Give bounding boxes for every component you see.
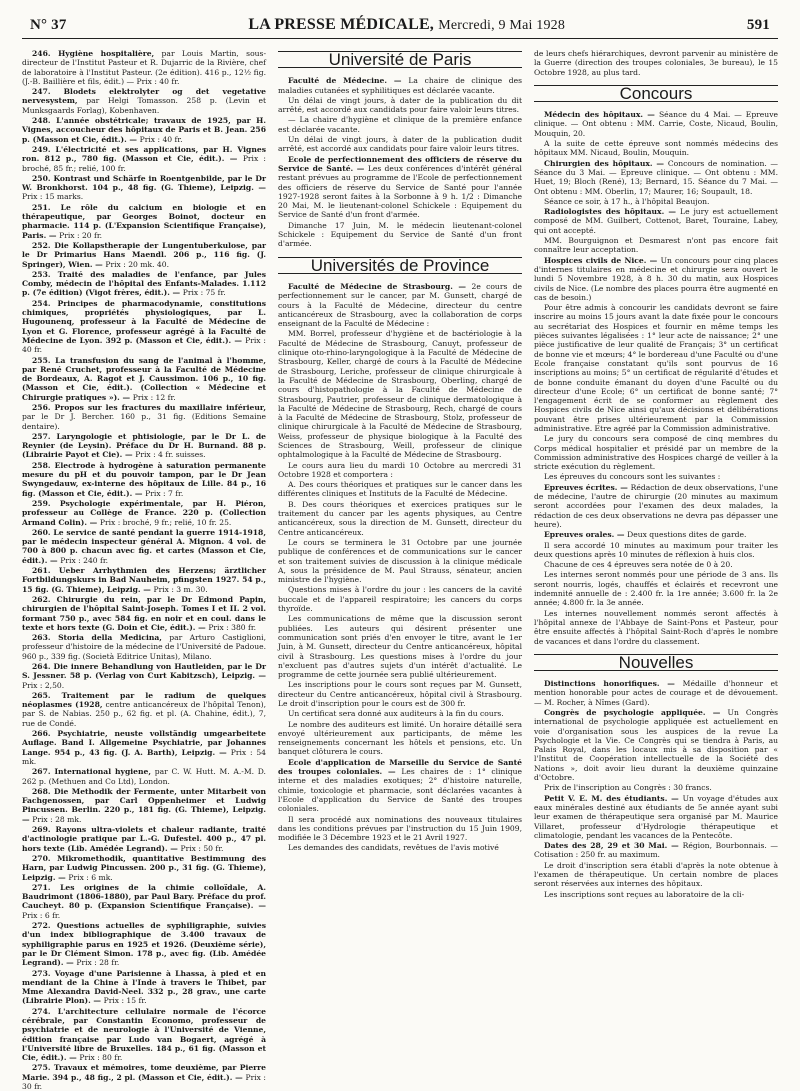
article-paragraph: Il sera procédé aux nominations des nouveaux titulaires dans les conditions prévues par l'instruction du 15 Juin 1909, modifiée le 3 Décembre 1923 et le 21 Avril 1927. <box>278 814 522 843</box>
bibliography-entry: 262. Chirurgie du rein, par le Dr Edmond Papin, chirurgien de l'hôpital Saint-Joseph. Tomes I et II. 2 vol. formant 750 p., avec 584 fig. en noir et en coul. dans le texte et hors texte (G. Doin et Cie, édit.). — Prix : 380 fr. <box>22 594 266 632</box>
article-paragraph: Séance ce soir, à 17 h., à l'hôpital Beaujon. <box>544 196 710 206</box>
article-paragraph: Il sera accordé 10 minutes au maximum pour traiter les deux questions après 10 minutes de réflexion à huis clos. <box>534 540 778 559</box>
article-paragraph: Un délai de vingt jours, à dater de la publication dudit arrêté, est accordé aux candidats pour faire valoir leurs titres. <box>278 135 522 154</box>
bibliography-entry: 250. Kontrast und Schärfe in Roentgenbilde, par le Dr W. Bronkhorst. 104 p., 48 fig. (G. Thieme), Leipzig. — Prix : 15 marks. <box>22 173 266 202</box>
article-paragraph: Ecole de perfectionnement des officiers de réserve du Service de Santé. — Les deux conférences d'intérêt général restant prévues au programme de l'Ecole de perfectionnement des officiers de réserve du Service de Santé pour l'année 1927-1928 seront faites à la Sorbonne à 9 h. 1/2 : Dimanche 20 Mai, M. le lieutenant-colonel Schickele : Equipement du Service de Santé d'un front d'armée. <box>278 154 522 220</box>
article-paragraph: Les communications de même que la discussion seront publiées. Les auteurs qui désirent présenter une communication sont priés d'en envoyer le titre, avant le 1er Juin, à M. Gunsett, directeur du Centre anticancéreux, hôpital civil à Strasbourg. Les questions mises à l'ordre du jour n'excluent pas d'autres sujets d'un intérêt d'actualité. Le programme de cette journée sera publié ultérieurement. <box>278 614 522 680</box>
article-paragraph: Ecole d'application de Marseille du Service de Santé des troupes coloniales. — Les chaires de : 1° clinique interne et des maladies exotiques; 2° d'histoire naturelle, chimie, toxicologie et pharmacie, sont déclarées vacantes à l'Ecole d'application du Service de Santé des troupes coloniales. <box>278 757 522 814</box>
bibliography-entry: 266. Psychiatrie, neuste vollständig umgearbeitete Auflage. Band I. Allgemeine Psychiatrie, par Johannes Lange. 954 p., 43 fig. (J. A. Barth), Leipzig. — Prix : 54 mk. <box>22 729 267 766</box>
issue-date: Mercredi, 9 Mai 1928 <box>438 18 566 33</box>
section-heading-paris: Université de Paris <box>278 51 522 68</box>
bibliography-entry: 270. Mikromethodik, quantitative Bestimmung des Harn, par Ludwig Pincussen. 200 p., 31 fig. (G. Thieme), Leipzig. — Prix : 6 mk. <box>22 853 266 882</box>
page-number: 591 <box>746 17 770 33</box>
article-paragraph: Distinctions honorifiques. — Médaille d'honneur et mention honorable pour actes de courage et de dévouement. — M. Rocher, à Nîmes (Gard). <box>534 679 778 707</box>
article-paragraph: Radiologistes des hôpitaux. — Le jury est actuellement composé de MM. Guilbert, Cottenot, Baret, Touraine, Labey, qui ont accepté. <box>534 207 779 235</box>
bibliography-entry: 259. Psychologie expérimentale, par H. Piéron, professeur au Collège de France. 220 p. (Collection Armand Colin). — Prix : broché, 9 fr.; relié, 10 fr. 25. <box>22 498 266 527</box>
article-paragraph: Chirurgien des hôpitaux. — Concours de nomination. — Séance du 3 Mai. — Epreuve clinique. — Ont obtenu : MM. Huet, 19; Bloch (René), 13; Bernard, 15. Séance du 7 Mai. — Ont obtenu : MM. Oberlin, 17; Maurer, 16; Soupault, 18. <box>534 158 778 196</box>
paris-articles <box>278 76 522 248</box>
concours-articles <box>534 110 778 646</box>
article-paragraph: Le nombre des auditeurs est limité. Un horaire détaillé sera envoyé ultérieurement aux participants, de même les renseignements concernant les hôtels et pensions, etc. Un banquet clôturera le cours. <box>278 719 522 757</box>
article-paragraph: MM. Borrel, professeur d'hygiène et de bactériologie à la Faculté de Médecine de Strasbourg, Canuyt, professeur de clinique oto-rhino-laryngologique à la Faculté de Médecine de Strasbourg, Keller, chargé de cours à la Faculté de Médecine de Strasbourg, Leriche, professeur de clinique chirurgicale à la Faculté de Médecine de Strasbourg, Oberling, chargé de cours d'histopathologie à la Faculté de Médecine de Strasbourg, Pautrier, professeur de clinique dermatologique à la Faculté de Médecine de Strasbourg, Rech, chargé de cours à la Faculté de Médecine de Strasbourg, Stolz, professeur de clinique chirurgicale à la Faculté de Médecine de Strasbourg, Weiss, professeur de physique biologique à la Faculté des Sciences de Strasbourg, Weill, professeur de clinique ophtalmologique à la Faculté de Médecine de Strasbourg. <box>278 329 522 460</box>
bibliography-entry: 268. Die Methodik der Fermente, unter Mitarbeit von Fachgenossen, par Carl Oppenheimer et Ludwig Pincussen. Berlin. 220 p., 181 fig. (G. Thieme), Leipzig. — Prix : 28 mk. <box>22 786 266 824</box>
article-paragraph: MM. Bourguignon et Desmarest n'ont pas encore fait connaître leur acceptation. <box>534 236 778 255</box>
article-paragraph: B. Des cours théoriques et exercices pratiques sur le traitement du cancer par les agents physiques, au Centre anticancéreux, sous la direction de M. Gunsett, directeur du Centre anticancéreux. <box>278 499 522 537</box>
article-paragraph: Le droit d'inscription sera établi d'après la note obtenue à l'examen de thérapeutique. Un certain nombre de places seront réservées aux internes des hôpitaux. <box>534 860 778 889</box>
article-paragraph: Epreuves écrites. — Rédaction de deux observations, l'une de médecine, l'autre de chirurgie (20 minutes au maximum seront accordées pour l'examen des deux malades, la rédaction de ces deux observations ne devra pas dépasser une heure). <box>534 482 779 529</box>
article-paragraph: Faculté de Médecine. — La chaire de clinique des maladies cutanées et syphilitiques est déclarée vacante. <box>278 76 522 95</box>
article-paragraph: Les inscriptions sont reçues au laboratoire de la cli- <box>544 889 745 899</box>
article-paragraph: Les internes nouvellement nommés seront affectés à l'hôpital annexe de l'Abbaye de Saint-Pons et Pasteur, pour être ensuite affectés à l'hôpital Saint-Roch d'après le nombre de vacances et dans l'ordre du classement. <box>534 608 778 646</box>
article-paragraph: Les inscriptions pour le cours sont reçues par M. Gunsett, directeur du Centre anticancéreux, hôpital civil à Strasbourg. Le droit d'inscription pour le cours est de 300 fr. <box>278 680 522 708</box>
bibliography-entry: 248. L'année obstétricale; travaux de 1925, par H. Vignes, accoucheur des hôpitaux de Paris et B. Jean. 256 p. (Masson et Cie, édit.). — Prix : 40 fr. <box>22 116 266 144</box>
article-paragraph: Les internes seront nommés pour une période de 3 ans. Ils seront nourris, logés, chauffés et éclairés et recevront une indemnité annuelle de : 2.400 fr. la 1re année; 3.600 fr. la 2e année; 4.800 fr. la 3e année. <box>534 570 778 608</box>
bibliography-entry: 265. Traitement par le radium de quelques néoplasmes (1928, centre anticancéreux de l'hôpital Tenon), par S. de Nabias. 250 p., 62 fig. et pl. (A. Chahine, édit.), 7, rue de Condé. <box>22 690 266 728</box>
bibliography-entry: 261. Ueber Arrhythmien des Herzens; ärztlicher Fortbildungskurs in Bad Nauheim, pfingsten 1927. 54 p., 15 fig. (G. Thieme), Leipzig. — Prix : 3 m. 30. <box>22 566 266 594</box>
article-paragraph: Faculté de Médecine de Strasbourg. — 2e cours de perfectionnement sur le cancer, par M. Gunsett, chargé de cours à la Faculté de Médecine, directeur du centre anticancéreux de Strasbourg, avec la collaboration de corps enseignant de la Faculté de Médecine : <box>278 281 522 329</box>
article-paragraph: Dimanche 17 Juin, M. le médecin lieutenant-colonel Schickele : Equipement du Service de Santé d'un front d'armée. <box>278 220 522 249</box>
masthead <box>248 16 565 34</box>
article-paragraph: Le jury du concours sera composé de cinq membres du Corps médical hospitalier et présidé par un membre de la Commission administrative des Hospices chargé de veiller à la stricte exécution du règlement. <box>534 434 778 472</box>
article-paragraph: Chacune de ces 4 épreuves sera notée de 0 à 20. <box>544 560 733 570</box>
article-paragraph: Petit V. E. M. des étudiants. — Un voyage d'études aux eaux minérales destiné aux étudiants de 5e année ayant subi leur examen de thérapeutique sera organisé par M. Maurice Villaret, professeur d'Hydrologie thérapeutique et climatologie, pendant les vacances de la Pentecôte. <box>534 793 778 840</box>
bibliography-entry: 267. International hygiene, par C. W. Hutt. M. A.-M. D. 262 p. (Methuen and Co Ltd), London. <box>22 767 266 786</box>
column-bibliography <box>22 49 267 1091</box>
article-paragraph: Le cours se terminera le 31 Octobre par une journée publique de conférences et de communications sur le cancer et son traitement suivies de discussion à la clinique médicale A, sous la présidence de M. Paul Strauss, sénateur, ancien ministre de l'hygiène. <box>278 537 522 585</box>
article-paragraph: Prix de l'inscription au Congrès : 30 francs. <box>544 783 712 793</box>
province-articles <box>278 282 522 853</box>
bibliography-entry: 274. L'architecture cellulaire normale de l'écorce cérébrale, par Constantin Economo, professeur de psychiatrie et de neurologie à l'Université de Vienne, édition française par Ludo van Bogaert, agrégé à l'Université libre de Bruxelles. 184 p., 61 fig. (Masson et Cie, édit.). — Prix : 80 fr. <box>22 1006 266 1063</box>
bibliography-entry: 258. Electrode à hydrogène à saturation permanente mesure du pH et du pouvoir tampon, par le Dr Jean Swyngedauw, ex-interne des hôpitaux de Lille. 84 p., 16 fig. (Masson et Cie, édit.). — Prix : 7 fr. <box>22 460 266 498</box>
columns <box>22 49 779 1091</box>
article-paragraph: Pour être admis à concourir les candidats devront se faire inscrire au moins 15 jours avant la date fixée pour le concours au secrétariat des Hospices et fournir en même temps les pièces suivantes légalisées : 1° leur acte de naissance; 2° une pièce justificative de leur qualité de Français; 3° un certificat de bonne vie et mœurs; 4° le bordereau d'une Faculté ou d'une Ecole française constatant qu'ils sont pourvus de 16 inscriptions au moins; 5° un certificat de régularité d'études et de bonne conduite émanant du doyen d'une Faculté ou du directeur d'une Ecole; 6° un certificat de bonne santé; 7° l'engagement écrit de se conformer au règlement des Hospices civils de Nice ainsi qu'aux décisions et délibérations pouvant être prises ultérieurement par la Commission administrative. Etre agréé par la Commission administrative. <box>534 303 778 433</box>
section-heading-nouvelles: Nouvelles <box>534 654 778 671</box>
section-heading-concours: Concours <box>534 85 778 102</box>
bibliography-entry: 253. Traité des maladies de l'enfance, par Jules Comby, médecin de l'hôpital des Enfants-Malades. 1.112 p. (7e édition) (Vigot frères, édit.). — Prix : 75 fr. <box>22 269 266 298</box>
article-paragraph: Les demandes des candidats, revêtues de l'avis motivé <box>288 843 499 853</box>
article-paragraph: Un certificat sera donné aux auditeurs à la fin du cours. <box>288 709 504 719</box>
article-paragraph: Questions mises à l'ordre du jour : les cancers de la cavité buccale et de l'appareil respiratoire; les cancers du corps thyroïde. <box>278 585 522 614</box>
bibliography-entry: 272. Questions actuelles de syphiligraphie, suivies d'un index bibliographique de 3.400 travaux de syphiligraphie parus en 1925 et 1926. (Deuxième série), par le Dr Clément Simon. 178 p., avec fig. (Lib. Amédée Legrand). — Prix : 28 fr. <box>22 921 266 968</box>
article-paragraph: Le cours aura lieu du mardi 10 Octobre au mercredi 31 Octobre 1928 et comportera : <box>278 460 522 479</box>
bibliography-entry: 271. Les origines de la chimie colloïdale, A. Baudrimont (1806-1880), par Paul Bary. Préface du prof. Caucheyt. 80 p. (Expansion Scientifique Française). — Prix : 6 fr. <box>22 882 266 920</box>
page-header <box>22 16 778 39</box>
bibliography-entry: 263. Storia della Medicina, par Arturo Castiglioni, professeur d'histoire de la médecine de l'Université de Padoue. 960 p., 339 fig. (Società Editrice Unitas), Milano. <box>22 633 267 661</box>
bibliography-entry: 260. Le service de santé pendant la guerre 1914-1918, par le médecin inspecteur général A. Mignon. 4 vol. de 700 à 800 p. chacun avec fig. et cartes (Masson et Cie, édit.). — Prix : 240 fr. <box>22 527 266 565</box>
bibliography-entry: 273. Voyage d'une Parisienne à Lhassa, à pied et en mendiant de la Chine à l'Inde à travers le Thibet, par Mme Alexandra David-Neel. 332 p., 28 grav., une carte (Librairie Plon). — Prix : 15 fr. <box>22 968 266 1006</box>
issue-number: N° 37 <box>30 17 67 33</box>
continued-paragraph: de leurs chefs hiérarchiques, devront parvenir au ministère de la Guerre (direction des troupes coloniales, 3e bureau), le 15 Octobre 1928, au plus tard. <box>534 49 778 77</box>
bibliography-entry: 257. Laryngologie et phtisiologie, par le Dr L. de Reynier (de Leysin). Préface du Dr H. Burnand. 88 p. (Librairie Payot et Cie). — Prix : 4 fr. suisses. <box>22 431 266 460</box>
article-paragraph: Les épreuves du concours sont les suivantes : <box>544 472 721 482</box>
bibliography-entry: 252. Die Kollapstherapie der Lungentuberkulose, par le Dr Primarius Hans Maendl. 206 p., 116 fig. (J. Springer), Wien. — Prix : 20 mk. 40. <box>22 240 266 269</box>
article-paragraph: — La chaire d'hygiène et clinique de la première enfance est déclarée vacante. <box>278 115 522 134</box>
section-heading-province: Universités de Province <box>278 257 522 274</box>
nouvelles-articles <box>534 679 778 899</box>
journal-title: LA PRESSE MÉDICALE, <box>248 16 435 33</box>
column-universities <box>278 49 522 1085</box>
bibliography-entry: 247. Blodets elektrolyter og det vegetative nervesystem, par Helgi Tomasson. 258 p. (Levin et Munksgaards Forlag), Kobenhaven. <box>22 87 266 115</box>
bibliography-entry: 246. Hygiène hospitalière, par Louis Martin, sous-directeur de l'Institut Pasteur et R. Dujarric de la Rivière, chef de laboratoire à l'Institut Pasteur. (2e édition). 416 p., 12½ fig. (J.-B. Baillière et fils, édit.) — Prix : 40 fr. <box>22 49 267 86</box>
column-concours-nouvelles <box>534 49 778 1085</box>
article-paragraph: Congrès de psychologie appliquée. — Un Congrès international de psychologie appliquée est actuellement en voie d'organisation sous les auspices de la revue La Psychologie et la Vie. Ce Congrès qui se tiendra à Paris, au Palais Royal, dans les locaux mis à sa disposition par « l'Institut de Coopération intellectuelle de la Société des Nations », doit avoir lieu durant la deuxième quinzaine d'Octobre. <box>534 708 778 783</box>
article-paragraph: A. Des cours théoriques et pratiques sur le cancer dans les différentes cliniques et Instituts de la Faculté de Médecine. <box>278 480 522 499</box>
bibliography-entry: 255. La transfusion du sang de l'animal à l'homme, par René Cruchet, professeur à la Faculté de Médecine de Bordeaux, A. Ragot et J. Caussimon. 106 p., 10 fig. (Masson et Cie, édit.). (Collection « Médecine et Chirurgie pratiques »). — Prix : 12 fr. <box>22 355 266 402</box>
article-paragraph: Médecin des hôpitaux. — Séance du 4 Mai. — Epreuve clinique. — Ont obtenu : MM. Carrie, Coste, Nicaud, Boulin, Mouquin, 20. <box>534 110 778 138</box>
article-paragraph: Dates des 28, 29 et 30 Mai. — Région, Bourbonnais. — Cotisation : 250 fr. au maximum. <box>534 841 779 860</box>
bibliography-entry: 269. Rayons ultra-violets et chaleur radiante, traité d'actinologie pratique par L.-G. Dufestel. 400 p., 47 pl. hors texte (Lib. Amédée Legrand). — Prix : 50 fr. <box>22 825 266 853</box>
bibliography-entry: 256. Propos sur les fractures du maxillaire inférieur, par le Dr J. Bercher. 160 p., 31 fig. (Editions Semaine dentaire). <box>22 402 266 431</box>
bibliography-entry: 264. Die innere Behandlung von Hautleiden, par le Dr S. Jessner. 58 p. (Verlag von Curt Kabitzsch), Leipzig. — Prix : 2,50. <box>22 662 266 690</box>
bibliography-entry: 254. Principes de pharmacodynamie, constitutions chimiques, propriétés physiologiques, par L. Hugounenq, professeur à la Faculté de Médecine de Lyon et G. Florence, professeur agrégé à la Faculté de Médecine de Lyon. 392 p. (Masson et Cie, édit.). — Prix : 40 fr. <box>22 298 266 355</box>
bibliography-entry: 251. Le rôle du calcium en biologie et en thérapeutique, par Georges Boinot, docteur en pharmacie. 114 p. (L'Expansion Scientifique Française), Paris. — Prix : 20 fr. <box>22 202 266 240</box>
bibliography-entry: 275. Travaux et mémoires, tome deuxième, par Pierre Marie. 394 p., 48 fig., 2 pl. (Masson et Cie, édit.). — Prix : 30 fr. <box>22 1063 266 1091</box>
article-paragraph: Epreuves orales. — Deux questions dites de garde. <box>544 530 747 540</box>
article-paragraph: Un délai de vingt jours, à dater de la publication du dit arrêté, est accordé aux candidats pour faire valoir leurs titres. <box>278 95 522 115</box>
bibliography-entry: 249. L'électricité et ses applications, par H. Vignes ron. 812 p., 780 fig. (Masson et Cie, édit.). — Prix : broché, 85 fr.; relié, 100 fr. <box>22 144 266 173</box>
article-paragraph: Hospices civils de Nice. — Un concours pour cinq places d'internes titulaires en médecine et chirurgie sera ouvert le lundi 5 Novembre 1928, à 8 h. 30 du matin, aux Hospices civils de Nice. (Le nombre des places pourra être augmenté en cas de besoin.) <box>534 255 778 302</box>
article-paragraph: A la suite de cette épreuve sont nommés médecins des hôpitaux MM. Nicaud, Boulin, Mouquin. <box>534 139 778 158</box>
